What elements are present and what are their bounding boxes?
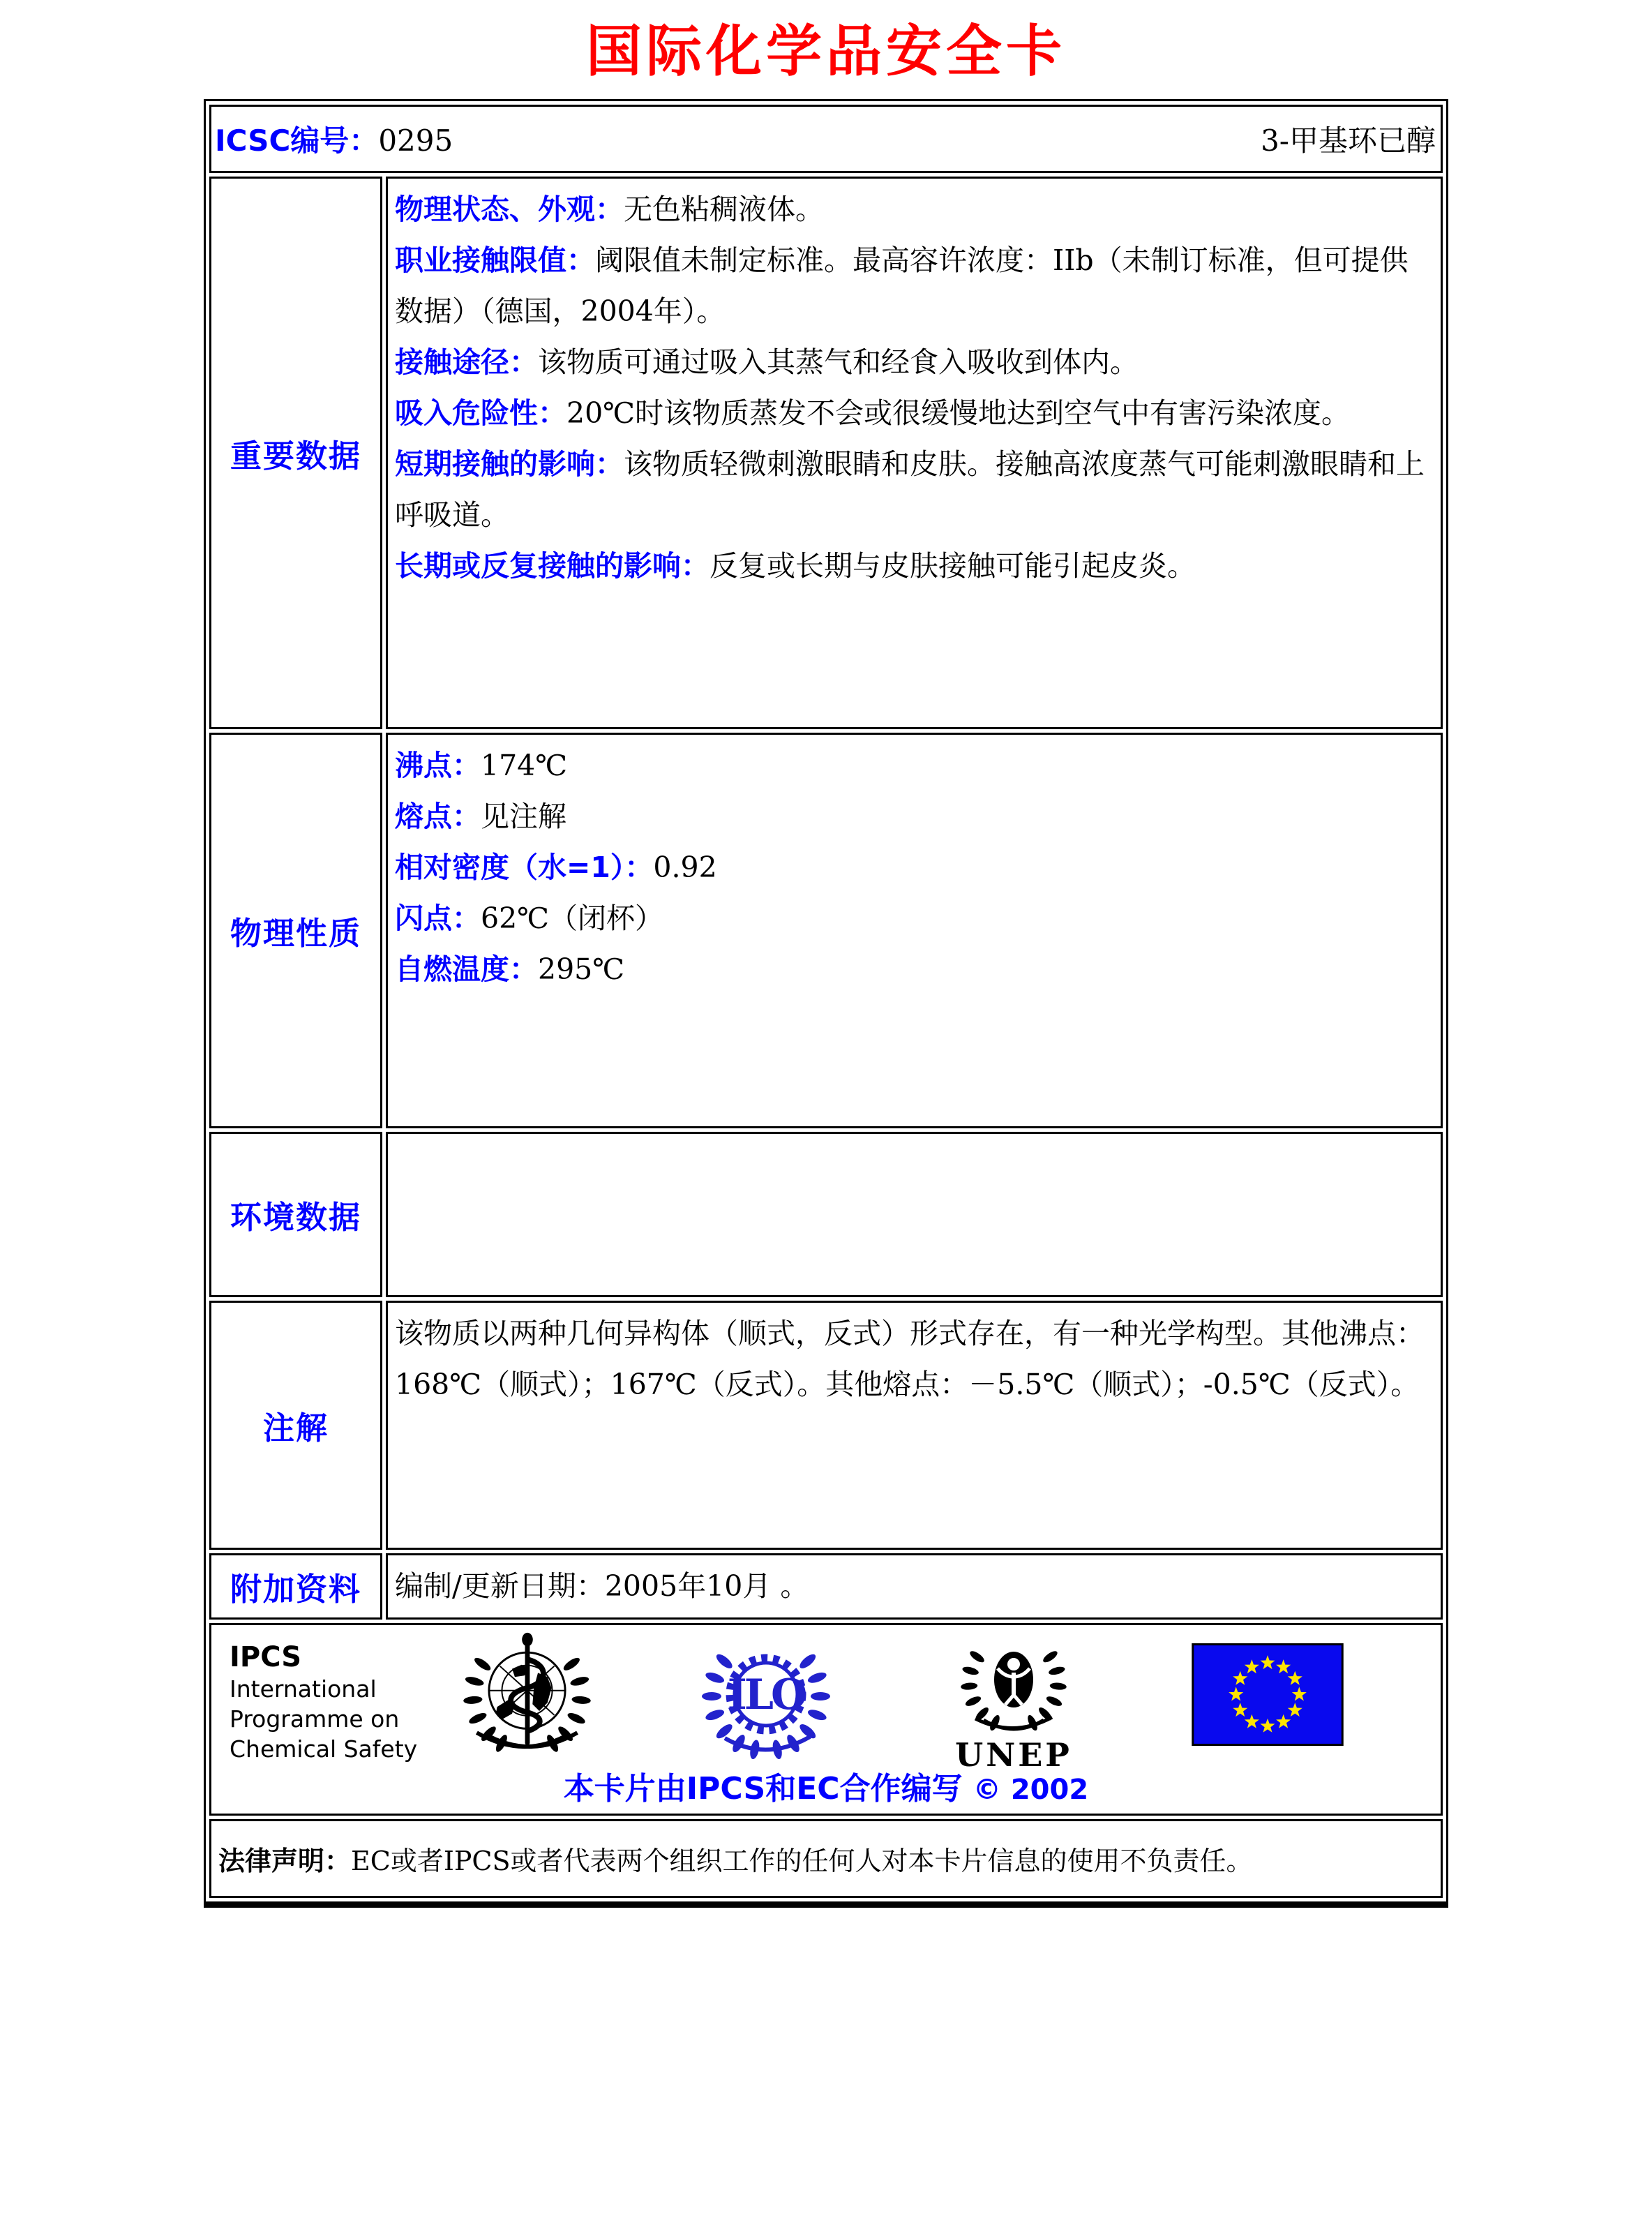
important-data-entry: [395, 235, 1431, 337]
ilo-letters: ILO: [727, 1670, 805, 1719]
section-content-environmental-data: [386, 1132, 1443, 1297]
legal-text: EC或者IPCS或者代表两个组织工作的任何人对本卡片信息的使用不负责任。: [351, 1846, 1253, 1876]
section-label-notes: 注解: [209, 1301, 382, 1550]
field-value: 0.92: [653, 851, 717, 884]
copyright-text: © 2002: [973, 1774, 1089, 1806]
ipcs-text-block: [230, 1640, 417, 1764]
field-label: 自燃温度：: [395, 952, 538, 986]
ipcs-line: Programme on: [230, 1705, 400, 1733]
unep-caption: UNEP: [955, 1736, 1072, 1774]
section-label-additional-info: 附加资料: [209, 1553, 382, 1620]
field-value: 无色粘稠液体。: [624, 193, 824, 226]
ipcs-line: Chemical Safety: [230, 1735, 418, 1763]
unep-emblem: [947, 1634, 1080, 1772]
ilo-emblem-icon: [700, 1635, 832, 1764]
card-header-row: [209, 105, 1443, 173]
eu-flag-icon: [1192, 1643, 1344, 1746]
important-data-entry: [395, 184, 1431, 235]
icsc-number-value: 0295: [378, 124, 453, 158]
section-label-important-data: 重要数据: [209, 177, 382, 729]
field-value: 295℃: [538, 952, 625, 986]
field-value: 见注解: [481, 800, 566, 833]
credit-text: 本卡片由IPCS和EC合作编写: [563, 1771, 963, 1807]
field-value: 20℃时该物质蒸发不会或很缓慢地达到空气中有害污染浓度。: [566, 396, 1351, 430]
physical-property-entry: [395, 842, 1431, 893]
section-content-physical-properties: [386, 733, 1443, 1128]
field-value: 该物质可通过吸入其蒸气和经食入吸收到体内。: [538, 345, 1139, 379]
field-label: 物理状态、外观：: [395, 193, 624, 226]
physical-property-entry: [395, 740, 1431, 791]
icsc-number-label: ICSC编号：: [215, 124, 379, 158]
notes-text: 该物质以两种几何异构体（顺式，反式）形式存在，有一种光学构型。其他沸点：168℃（顺式）；167℃（反式）。其他熔点：－5.5℃（顺式）；-0.5℃（反式）。: [395, 1317, 1425, 1401]
section-content-additional-info: 编制/更新日期：2005年10月 。: [386, 1553, 1443, 1620]
field-label: 职业接触限值：: [395, 244, 595, 277]
important-data-entry: [395, 337, 1431, 388]
field-label: 沸点：: [395, 749, 481, 782]
important-data-entry: [395, 541, 1431, 592]
field-value: 反复或长期与皮肤接触可能引起皮炎。: [709, 549, 1196, 583]
ipcs-title: IPCS: [230, 1641, 302, 1673]
field-value: 阈限值未制定标准。最高容许浓度：IIb（未制订标准，但可提供数据）（德国，2004年）。: [395, 244, 1409, 328]
legal-label: 法律声明：: [218, 1846, 352, 1876]
field-label: 闪点：: [395, 902, 481, 935]
field-value: 62℃（闭杯）: [481, 902, 664, 935]
ipcs-line: International: [230, 1675, 377, 1703]
section-label-environmental-data: 环境数据: [209, 1132, 382, 1297]
legal-notice-row: [209, 1819, 1443, 1898]
important-data-entry: [395, 388, 1431, 439]
field-label: 长期或反复接触的影响：: [395, 549, 709, 583]
physical-property-entry: [395, 791, 1431, 842]
logos-row: [209, 1623, 1443, 1816]
important-data-entry: [395, 439, 1431, 541]
icsc-number: [215, 118, 453, 160]
page-title: 国际化学品安全卡: [586, 18, 1066, 84]
section-content-important-data: [386, 177, 1443, 729]
field-label: 短期接触的影响：: [395, 447, 624, 481]
section-label-physical-properties: 物理性质: [209, 733, 382, 1128]
who-emblem-icon: [459, 1631, 595, 1763]
field-value: 174℃: [481, 749, 568, 782]
field-value: 该物质轻微刺激眼睛和皮肤。接触高浓度蒸气可能刺激眼睛和上呼吸道。: [395, 447, 1425, 532]
physical-property-entry: [395, 893, 1431, 944]
credit-line: [211, 1763, 1441, 1808]
icsc-card-table: [204, 99, 1448, 1908]
section-content-notes: [386, 1301, 1443, 1550]
physical-property-entry: [395, 944, 1431, 995]
field-label: 接触途径：: [395, 345, 538, 379]
field-label: 熔点：: [395, 800, 481, 833]
field-label: 相对密度（水=1）：: [395, 851, 654, 884]
field-label: 吸入危险性：: [395, 396, 566, 430]
chemical-name: 3-甲基环已醇: [1261, 124, 1436, 158]
unep-wreath-icon: [954, 1634, 1073, 1740]
